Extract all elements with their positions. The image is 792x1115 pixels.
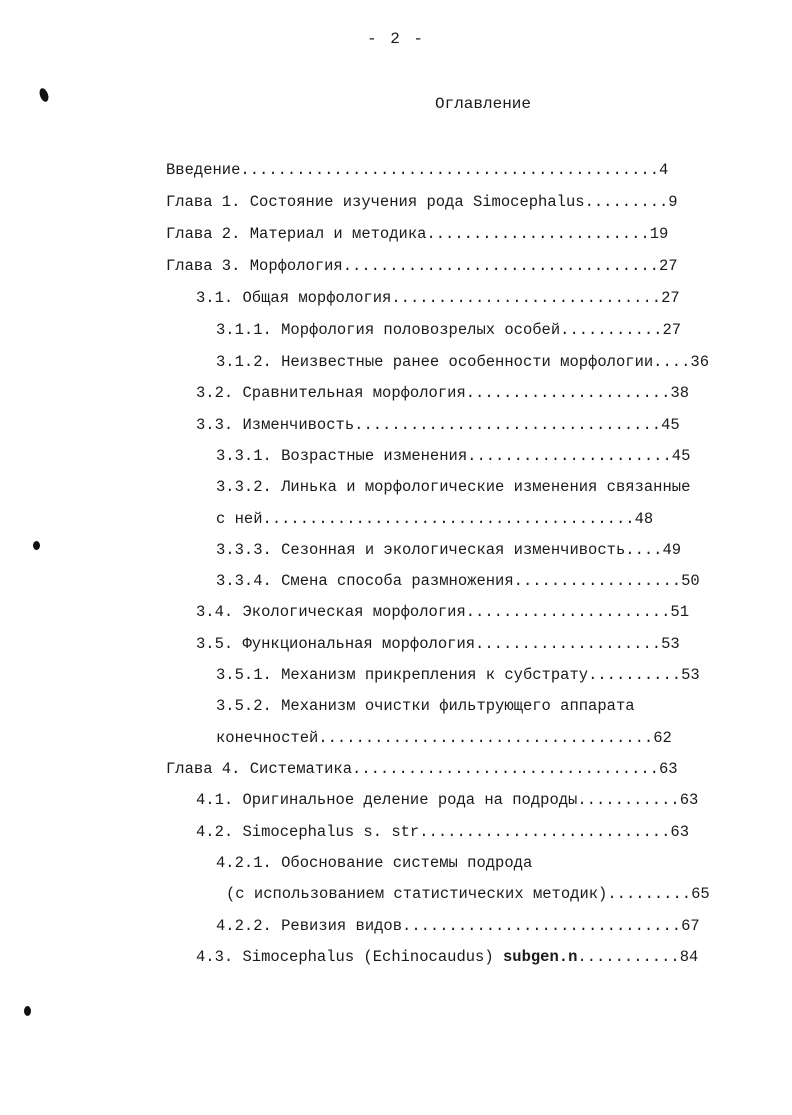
toc-entry-chapter-4: [166, 757, 724, 781]
toc-entry-4-1: [196, 788, 724, 812]
toc-leader-dots: ....: [653, 353, 691, 371]
toc-entry-3-1: [196, 286, 724, 310]
toc-entry-chapter-2: [166, 222, 724, 246]
toc-leader-dots: ......................: [465, 384, 671, 402]
toc-entry-3-5-2: [216, 694, 724, 718]
toc-leader-dots: .............................: [391, 289, 662, 307]
toc-label: 4.1. Оригинальное деление рода на подроды: [196, 791, 578, 809]
toc-leader-dots: ...........: [577, 791, 680, 809]
toc-entry-3-4: [196, 600, 724, 624]
toc-label: Глава 3. Морфология: [166, 257, 343, 275]
toc-page: 27: [661, 289, 680, 307]
toc-page: 67: [681, 917, 700, 935]
toc-leader-dots: .........: [584, 193, 669, 211]
toc-label: 4.2. Simocephalus s. str: [196, 823, 420, 841]
toc-leader-dots: ......................: [467, 447, 672, 465]
toc-entry-3-3-1: [216, 444, 724, 468]
toc-label: 3.1.1. Морфология половозрелых особей: [216, 321, 561, 339]
toc-page: 63: [658, 760, 678, 778]
toc-label: 4.2.1. Обоснование системы подрода: [216, 854, 533, 872]
toc-leader-dots: .............................................: [240, 161, 659, 179]
scan-speck: [24, 1006, 31, 1016]
toc-label: 3.3.2. Линька и морфологические изменения связанные: [216, 478, 691, 496]
toc-entry-introduction: [166, 158, 724, 182]
toc-page: 45: [671, 447, 691, 465]
toc-leader-dots: ...........: [577, 948, 680, 966]
toc-entry-3-3-2: [216, 475, 724, 499]
toc-leader-dots: ...........: [560, 321, 663, 339]
toc-leader-dots: ..................: [513, 572, 682, 590]
toc-leader-dots: ..............................: [402, 917, 682, 935]
toc-entry-3-1-2: [216, 350, 724, 374]
toc-page: 27: [659, 257, 678, 275]
toc-page: 49: [662, 541, 682, 559]
toc-label: 3.5.1. Механизм прикрепления к субстрату: [216, 666, 589, 684]
toc-label: 3.3.3. Сезонная и экологическая изменчивость: [216, 541, 626, 559]
toc-label: Глава 1. Состояние изучения рода Simocephalus: [166, 193, 585, 211]
toc-page: 65: [691, 885, 710, 903]
toc-page: 4: [659, 161, 669, 179]
toc-leader-dots: ..........: [588, 666, 682, 684]
page-number: - 2 -: [366, 30, 426, 48]
toc-page: 36: [690, 353, 709, 371]
toc-entry-3-1-1: [216, 318, 724, 342]
toc-page: 50: [681, 572, 700, 590]
toc-entry-chapter-3: [166, 254, 724, 278]
toc-page: 19: [649, 225, 669, 243]
toc-leader-dots: ........................: [426, 225, 650, 243]
toc-page: 51: [670, 603, 689, 621]
toc-leader-dots: ...........................: [419, 823, 671, 841]
toc-entry-chapter-1: [166, 190, 724, 214]
toc-leader-dots: .........: [607, 885, 692, 903]
toc-page: 38: [670, 384, 689, 402]
toc-label: 3.1. Общая морфология: [196, 289, 392, 307]
toc-leader-dots: .................................: [352, 760, 659, 778]
toc-page: 45: [661, 416, 680, 434]
toc-entry-4-2-1-cont: [226, 882, 724, 906]
toc-label: Глава 4. Систематика: [166, 760, 353, 778]
toc-label: 3.3. Изменчивость: [196, 416, 355, 434]
toc-entry-3-5: [196, 632, 724, 656]
toc-label: 3.5. Функциональная морфология: [196, 635, 476, 653]
toc-page: 27: [662, 321, 682, 339]
toc-leader-dots: ..................................: [342, 257, 659, 275]
toc-leader-dots: .................................: [354, 416, 662, 434]
toc-page: 53: [681, 666, 700, 684]
toc-label: 3.3.4. Смена способа размножения: [216, 572, 514, 590]
toc-page: 84: [679, 948, 699, 966]
toc-page: 62: [653, 729, 672, 747]
page-title: Оглавление: [434, 95, 532, 113]
toc-label: 3.5.2. Механизм очистки фильтрующего аппарата: [216, 697, 635, 715]
toc-page: 53: [661, 635, 680, 653]
toc-page: 48: [634, 510, 654, 528]
toc-leader-dots: ....................: [475, 635, 662, 653]
toc-entry-3-2: [196, 381, 724, 405]
toc-label: 4.3. Simocephalus (Echinocaudus): [196, 948, 494, 966]
toc-entry-4-3: [196, 945, 724, 969]
toc-label: 3.4. Экологическая морфология: [196, 603, 466, 621]
toc-label: Глава 2. Материал и методика: [166, 225, 427, 243]
toc-label-bold: subgen.n: [502, 948, 578, 966]
toc-entry-4-2: [196, 820, 724, 844]
toc-page: 63: [670, 823, 690, 841]
toc-entry-4-2-2: [216, 914, 724, 938]
toc-leader-dots: ....: [625, 541, 663, 559]
toc-entry-3-5-1: [216, 663, 724, 687]
toc-entry-3-3-4: [216, 569, 724, 593]
toc-label: 4.2.2. Ревизия видов: [216, 917, 403, 935]
toc-entry-4-2-1: [216, 851, 724, 875]
toc-label: (с использованием статистических методик): [226, 885, 608, 903]
toc-page: 63: [679, 791, 699, 809]
toc-entry-3-3: [196, 413, 724, 437]
toc-leader-dots: ........................................: [262, 510, 635, 528]
toc-label: с ней: [216, 510, 263, 528]
toc-label: Введение: [166, 161, 241, 179]
toc-entry-3-5-2-cont: [216, 726, 724, 750]
toc-label: 3.3.1. Возрастные изменения: [216, 447, 468, 465]
scan-speck: [33, 541, 40, 550]
toc-entry-3-3-3: [216, 538, 724, 562]
toc-label: конечностей: [216, 729, 319, 747]
toc-label: 3.1.2. Неизвестные ранее особенности морфологии: [216, 353, 654, 371]
toc-label: 3.2. Сравнительная морфология: [196, 384, 466, 402]
toc-leader-dots: ......................: [465, 603, 671, 621]
toc-leader-dots: ....................................: [318, 729, 654, 747]
toc-page: 9: [668, 193, 678, 211]
toc-entry-3-3-2-cont: [216, 507, 724, 531]
